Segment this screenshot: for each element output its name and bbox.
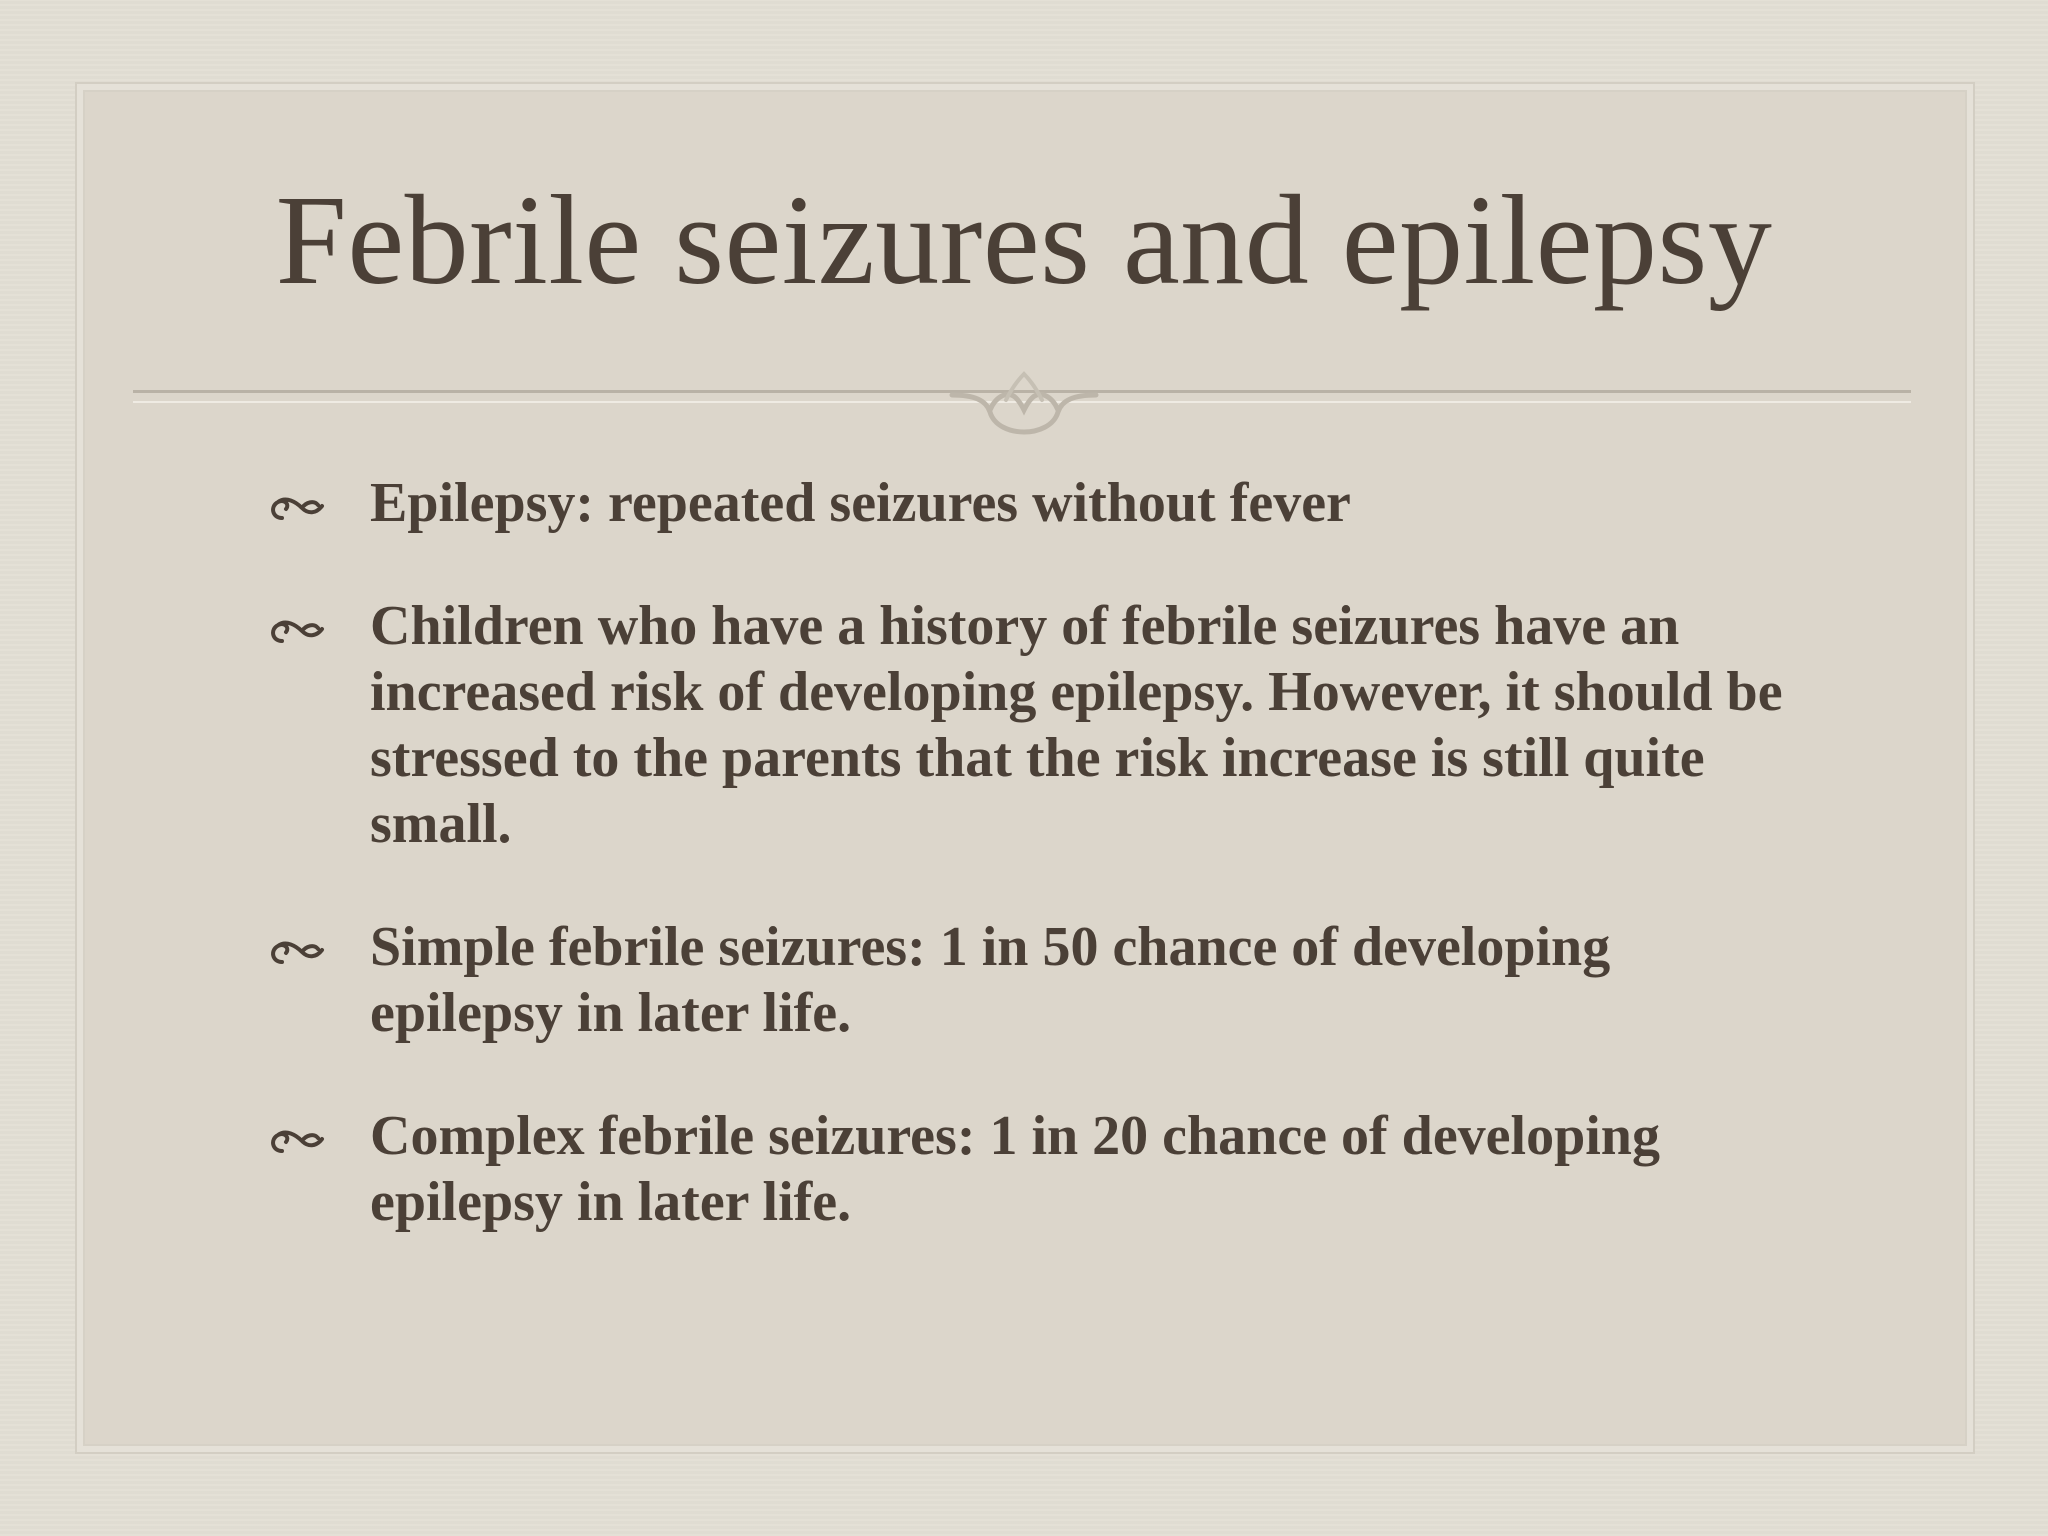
bullet-list (268, 470, 1798, 1292)
slide-title: Febrile seizures and epilepsy (275, 169, 1773, 311)
fleuron-icon (268, 615, 326, 645)
bullet-item (268, 470, 1798, 536)
bullet-item (268, 593, 1798, 857)
bullet-text: Epilepsy: repeated seizures without fever (370, 472, 1351, 534)
bullet-text: Simple febrile seizures: 1 in 50 chance of developing epilepsy in later life. (370, 916, 1611, 1044)
fleuron-icon (268, 936, 326, 966)
bullet-text: Complex febrile seizures: 1 in 20 chance of developing epilepsy in later life. (370, 1105, 1660, 1233)
bullet-item (268, 914, 1798, 1046)
fleuron-icon (268, 492, 326, 522)
scroll-ornament-icon (944, 370, 1104, 440)
fleuron-icon (268, 1125, 326, 1155)
bullet-item (268, 1103, 1798, 1235)
bullet-text: Children who have a history of febrile seizures have an increased risk of developing epilepsy. However, it should be stressed to the parents that the risk increase is still quite small. (370, 595, 1783, 855)
